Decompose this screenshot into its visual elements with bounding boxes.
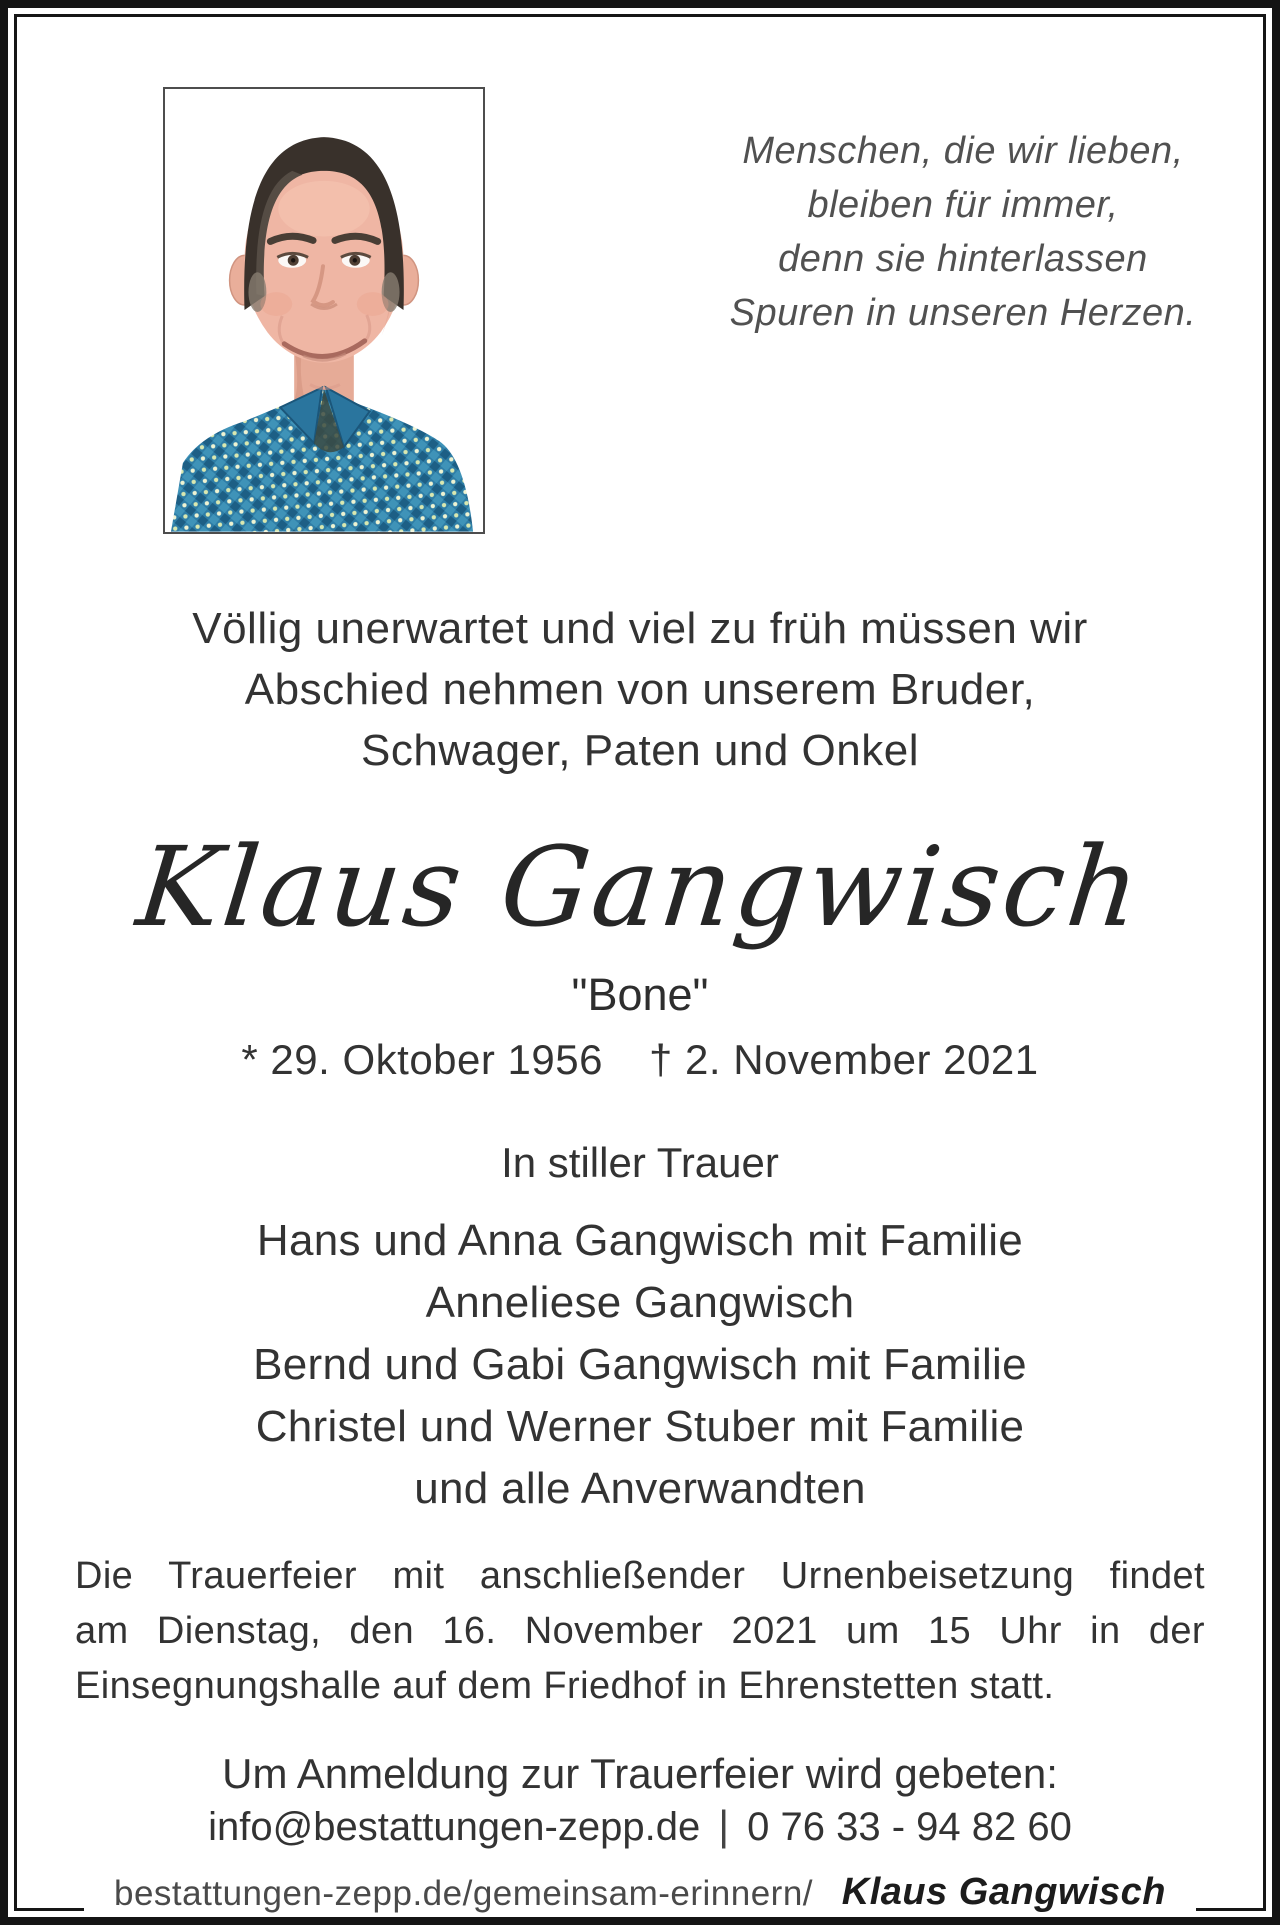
life-dates <box>20 1032 1260 1088</box>
intro-paragraph <box>20 598 1260 781</box>
funeral-info-line: Einsegnungshalle auf dem Friedhof in Ehrenstetten statt. <box>75 1665 1055 1707</box>
mourner-list <box>20 1210 1260 1520</box>
poem-line: bleiben für immer, <box>807 184 1119 226</box>
poem-line: Menschen, die wir lieben, <box>742 130 1184 172</box>
mourner-line: Christel und Werner Stuber mit Familie <box>255 1402 1025 1451</box>
funeral-info-line: am Dienstag, den 16. November 2021 um 15 Uhr in der <box>75 1610 1205 1652</box>
contact-phone: 0 76 33 - 94 82 60 <box>747 1805 1072 1849</box>
deceased-name: Klaus Gangwisch <box>131 823 1149 951</box>
footer-band <box>84 1867 1196 1917</box>
funeral-info-paragraph <box>75 1549 1205 1714</box>
contact-email: info@bestattungen-zepp.de <box>208 1805 701 1849</box>
registration-contact <box>20 1799 1260 1854</box>
mourner-line: Anneliese Gangwisch <box>425 1278 855 1327</box>
mourner-line: Bernd und Gabi Gangwisch mit Familie <box>253 1340 1027 1389</box>
registration-request: Um Anmeldung zur Trauerfeier wird gebeten: <box>222 1750 1058 1797</box>
death-date: † 2. November 2021 <box>649 1036 1039 1083</box>
memorial-poem <box>643 124 1280 340</box>
poem-line: Spuren in unseren Herzen. <box>729 292 1197 334</box>
portrait-photo-drawing <box>165 89 483 532</box>
contact-separator: | <box>718 1802 730 1849</box>
mourner-line: Hans und Anna Gangwisch mit Familie <box>256 1216 1024 1265</box>
portrait-photo <box>163 87 485 534</box>
memorial-url: bestattungen-zepp.de/gemeinsam-erinnern/ <box>114 1874 814 1913</box>
intro-line: Schwager, Paten und Onkel <box>361 726 919 775</box>
poem-line: denn sie hinterlassen <box>778 238 1148 280</box>
mourner-line: und alle Anverwandten <box>414 1464 866 1513</box>
intro-line: Völlig unerwartet und viel zu früh müssen wir <box>192 604 1088 653</box>
deceased-nickname: "Bone" <box>571 969 709 1020</box>
mourning-heading: In stiller Trauer <box>501 1139 779 1186</box>
funeral-info-line: Die Trauerfeier mit anschließender Urnenbeisetzung findet <box>75 1555 1205 1597</box>
intro-line: Abschied nehmen von unserem Bruder, <box>244 665 1036 714</box>
birth-date: * 29. Oktober 1956 <box>241 1036 603 1083</box>
footer-signature: Klaus Gangwisch <box>841 1871 1166 1913</box>
